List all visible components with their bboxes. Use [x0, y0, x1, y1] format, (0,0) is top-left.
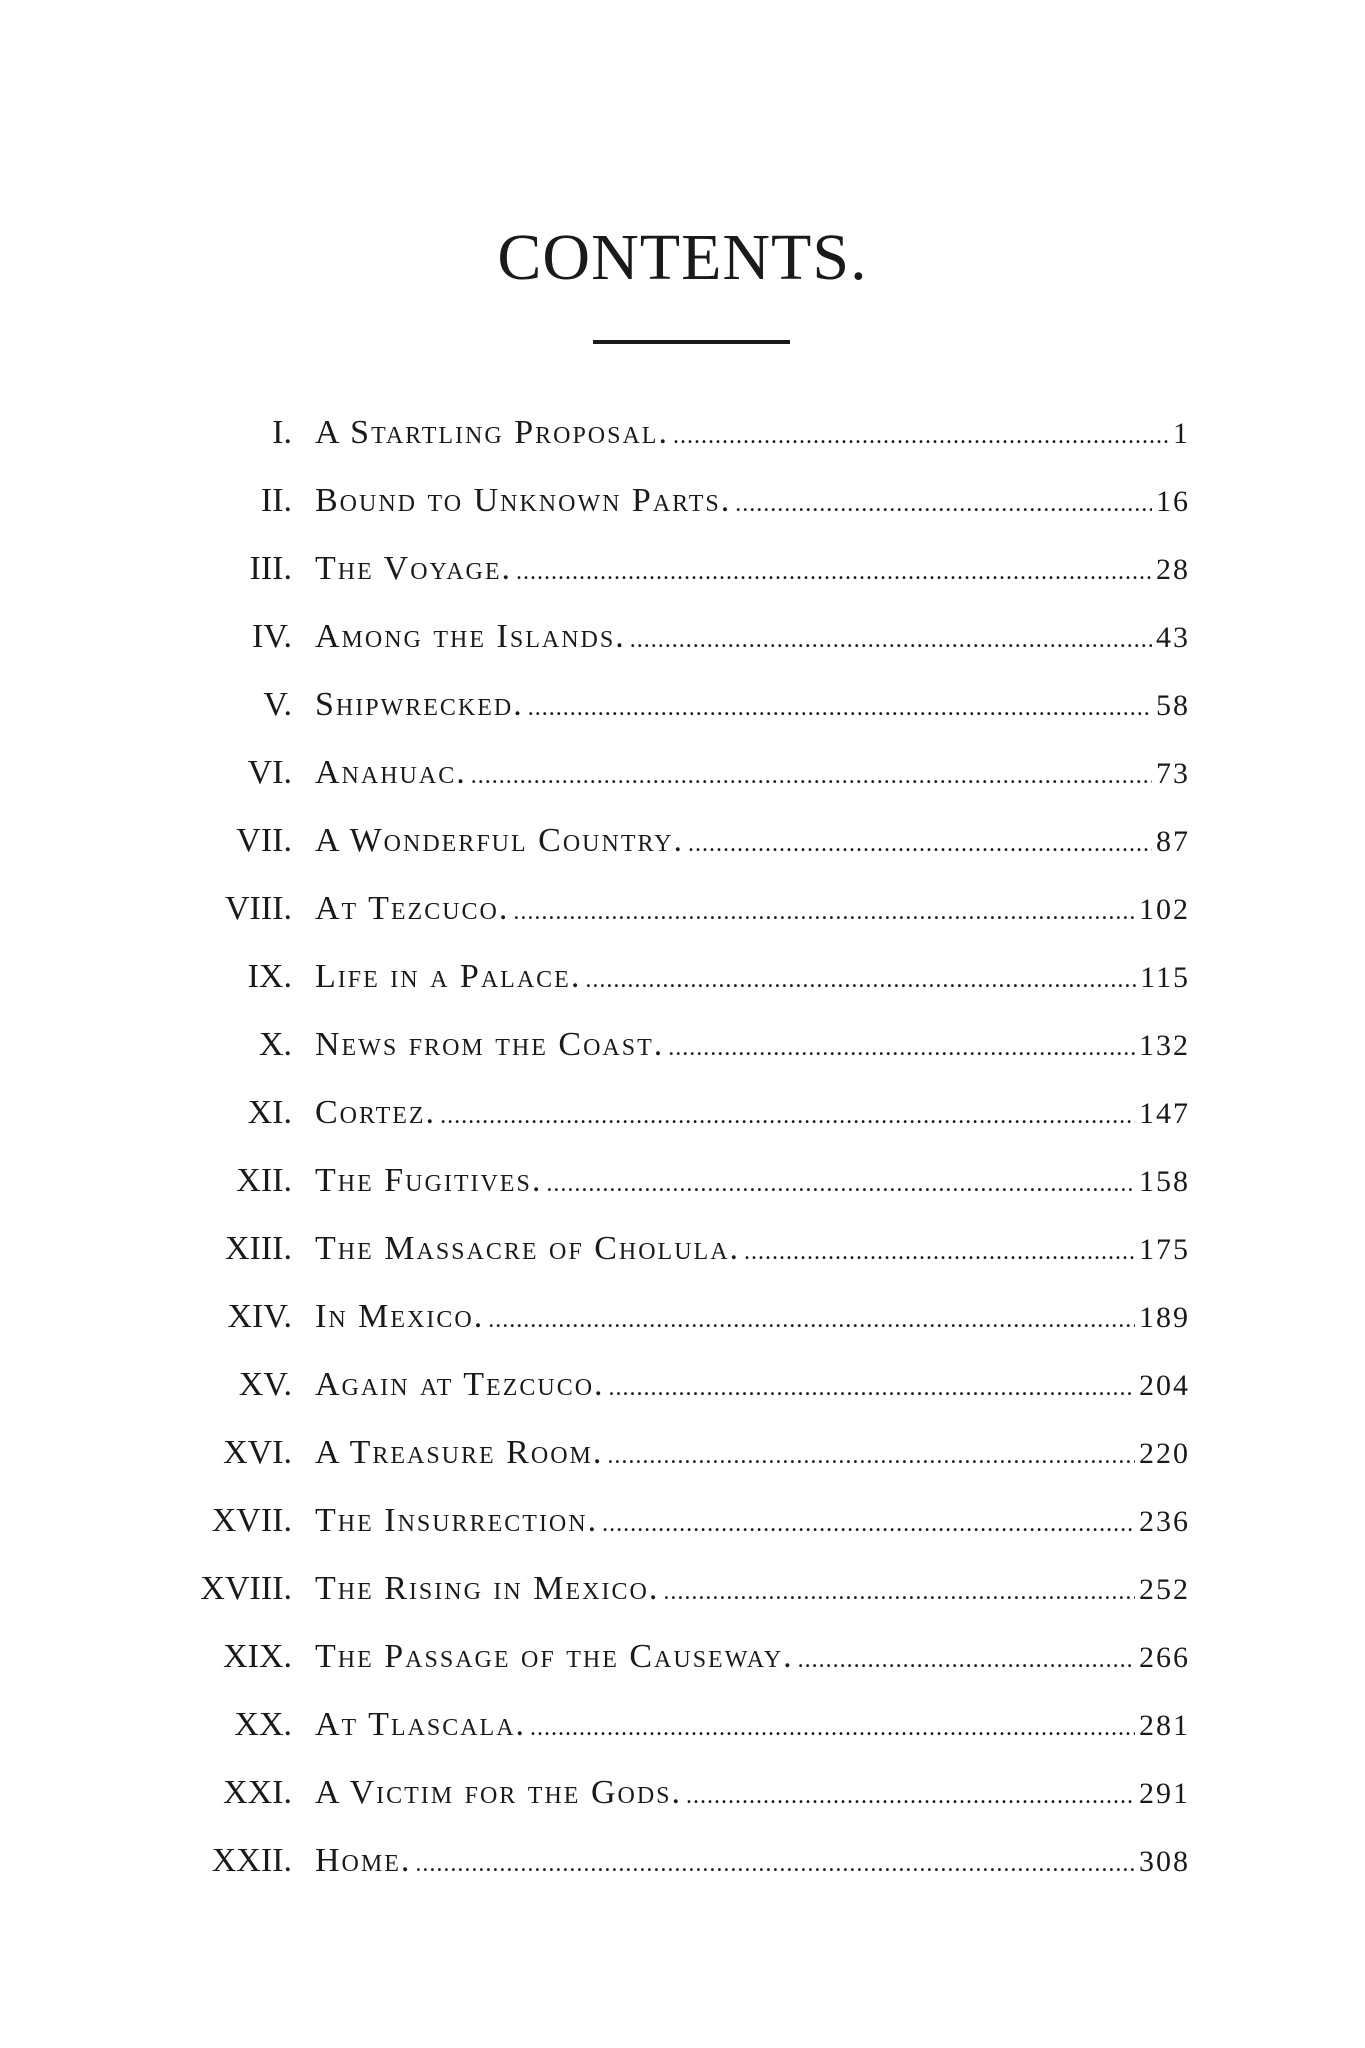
chapter-page-number: 1: [1173, 417, 1190, 450]
chapter-page-number: 132: [1139, 1029, 1190, 1062]
chapter-number: XI.: [247, 1094, 292, 1131]
toc-entry: [0, 739, 1365, 807]
chapter-title: A Victim for the Gods.: [315, 1774, 683, 1811]
chapter-number: V.: [263, 686, 292, 723]
chapter-title: News from the Coast.: [315, 1026, 665, 1063]
dot-leader: [673, 402, 1169, 470]
chapter-title: The Passage of the Causeway.: [315, 1638, 794, 1675]
chapter-page-number: 73: [1156, 757, 1190, 790]
chapter-page-number: 308: [1139, 1845, 1190, 1878]
chapter-line: [315, 1487, 1190, 1555]
toc-entry: [0, 1623, 1365, 1691]
chapter-number: XVII.: [211, 1502, 292, 1539]
toc-entry: [0, 807, 1365, 875]
chapter-line: [315, 1011, 1190, 1079]
dot-leader: [513, 878, 1135, 946]
chapter-line: [315, 1351, 1190, 1419]
chapter-number: I.: [272, 414, 292, 451]
dot-leader: [744, 1218, 1135, 1286]
chapter-number: XXII.: [211, 1842, 292, 1879]
dot-leader: [585, 946, 1136, 1014]
chapter-line: [315, 1283, 1190, 1351]
dot-leader: [607, 1422, 1135, 1490]
toc-entry: [0, 1827, 1365, 1895]
title-divider: [593, 340, 790, 344]
chapter-title: Cortez.: [315, 1094, 437, 1131]
chapter-number: IV.: [252, 618, 292, 655]
toc-entry: [0, 535, 1365, 603]
chapter-page-number: 102: [1139, 893, 1190, 926]
chapter-line: [315, 671, 1190, 739]
dot-leader: [488, 1286, 1135, 1354]
chapter-number: XIII.: [224, 1230, 292, 1267]
chapter-title: A Treasure Room.: [315, 1434, 604, 1471]
chapter-title: The Massacre of Cholula.: [315, 1230, 741, 1267]
toc-entry: [0, 399, 1365, 467]
dot-leader: [602, 1490, 1135, 1558]
chapter-line: [315, 807, 1190, 875]
chapter-number: XXI.: [223, 1774, 292, 1811]
chapter-page-number: 281: [1139, 1709, 1190, 1742]
dot-leader: [668, 1014, 1135, 1082]
toc-entry: [0, 1691, 1365, 1759]
chapter-page-number: 43: [1156, 621, 1190, 654]
dot-leader: [609, 1354, 1135, 1422]
chapter-number: XIX.: [223, 1638, 292, 1675]
chapter-line: [315, 1759, 1190, 1827]
chapter-number: VII.: [236, 822, 292, 859]
chapter-line: [315, 1691, 1190, 1759]
chapter-number: III.: [249, 550, 292, 587]
chapter-page-number: 175: [1139, 1233, 1190, 1266]
chapter-page-number: 204: [1139, 1369, 1190, 1402]
toc-entry: [0, 1759, 1365, 1827]
chapter-number: XIV.: [227, 1298, 292, 1335]
chapter-number: VIII.: [224, 890, 292, 927]
chapter-page-number: 252: [1139, 1573, 1190, 1606]
chapter-line: [315, 1419, 1190, 1487]
dot-leader: [471, 742, 1152, 810]
chapter-page-number: 58: [1156, 689, 1190, 722]
chapter-title: Again at Tezcuco.: [315, 1366, 605, 1403]
dot-leader: [735, 470, 1152, 538]
chapter-page-number: 291: [1139, 1777, 1190, 1810]
dot-leader: [663, 1558, 1135, 1626]
toc-entry: [0, 943, 1365, 1011]
chapter-number: IX.: [247, 958, 292, 995]
toc-entry: [0, 1011, 1365, 1079]
chapter-line: [315, 1147, 1190, 1215]
chapter-page-number: 147: [1139, 1097, 1190, 1130]
chapter-line: [315, 399, 1190, 467]
chapter-number: X.: [258, 1026, 292, 1063]
chapter-number: VI.: [247, 754, 292, 791]
chapter-title: Shipwrecked.: [315, 686, 524, 723]
chapter-title: Anahuac.: [315, 754, 467, 791]
toc-entry: [0, 1215, 1365, 1283]
toc-entry: [0, 603, 1365, 671]
dot-leader: [630, 606, 1152, 674]
dot-leader: [440, 1082, 1135, 1150]
chapter-page-number: 158: [1139, 1165, 1190, 1198]
chapter-number: XVIII.: [200, 1570, 292, 1607]
chapter-title: Life in a Palace.: [315, 958, 582, 995]
toc-entry: [0, 1555, 1365, 1623]
chapter-page-number: 189: [1139, 1301, 1190, 1334]
dot-leader: [686, 1762, 1135, 1830]
chapter-line: [315, 875, 1190, 943]
chapter-title: Home.: [315, 1842, 412, 1879]
toc-entry: [0, 1487, 1365, 1555]
chapter-page-number: 28: [1156, 553, 1190, 586]
chapter-line: [315, 1555, 1190, 1623]
page-title: CONTENTS.: [497, 221, 868, 294]
chapter-title: In Mexico.: [315, 1298, 485, 1335]
chapter-number: XII.: [236, 1162, 292, 1199]
toc-entry: [0, 1283, 1365, 1351]
chapter-page-number: 266: [1139, 1641, 1190, 1674]
dot-leader: [798, 1626, 1135, 1694]
toc-entry: [0, 1419, 1365, 1487]
dot-leader: [528, 674, 1152, 742]
dot-leader: [546, 1150, 1135, 1218]
chapter-title: At Tlascala.: [315, 1706, 527, 1743]
chapter-title: The Voyage.: [315, 550, 513, 587]
chapter-page-number: 87: [1156, 825, 1190, 858]
chapter-title: The Insurrection.: [315, 1502, 599, 1539]
chapter-line: [315, 943, 1190, 1011]
chapter-line: [315, 467, 1190, 535]
chapter-title: The Rising in Mexico.: [315, 1570, 660, 1607]
dot-leader: [415, 1830, 1135, 1898]
chapter-line: [315, 535, 1190, 603]
chapter-title: A Wonderful Country.: [315, 822, 685, 859]
chapter-title: Bound to Unknown Parts.: [315, 482, 732, 519]
toc-entry: [0, 1147, 1365, 1215]
toc-entry: [0, 467, 1365, 535]
dot-leader: [516, 538, 1152, 606]
chapter-page-number: 236: [1139, 1505, 1190, 1538]
chapter-line: [315, 1623, 1190, 1691]
chapter-page-number: 115: [1140, 961, 1190, 994]
chapter-number: XVI.: [223, 1434, 292, 1471]
chapter-line: [315, 1079, 1190, 1147]
chapter-page-number: 220: [1139, 1437, 1190, 1470]
chapter-line: [315, 603, 1190, 671]
chapter-number: XX.: [234, 1706, 292, 1743]
chapter-title: The Fugitives.: [315, 1162, 543, 1199]
toc-entry: [0, 1351, 1365, 1419]
chapter-line: [315, 739, 1190, 807]
table-of-contents: [0, 399, 1365, 1895]
toc-entry: [0, 875, 1365, 943]
chapter-number: XV.: [238, 1366, 292, 1403]
toc-entry: [0, 671, 1365, 739]
dot-leader: [688, 810, 1152, 878]
chapter-title: At Tezcuco.: [315, 890, 510, 927]
chapter-line: [315, 1827, 1190, 1895]
chapter-page-number: 16: [1156, 485, 1190, 518]
chapter-number: II.: [260, 482, 292, 519]
toc-entry: [0, 1079, 1365, 1147]
chapter-line: [315, 1215, 1190, 1283]
chapter-title: A Startling Proposal.: [315, 414, 669, 451]
dot-leader: [530, 1694, 1135, 1762]
chapter-title: Among the Islands.: [315, 618, 626, 655]
